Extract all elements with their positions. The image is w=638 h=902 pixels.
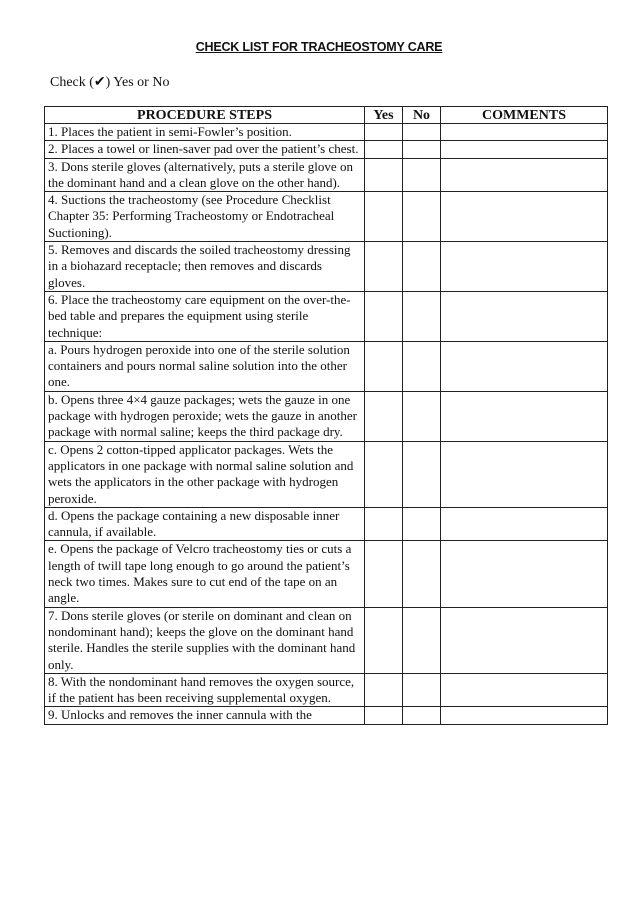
no-checkbox-cell[interactable]: [403, 291, 441, 341]
step-text: 9. Unlocks and removes the inner cannula with the: [45, 707, 365, 724]
comments-cell[interactable]: [441, 242, 608, 292]
yes-checkbox-cell[interactable]: [365, 141, 403, 158]
table-row: [45, 707, 608, 724]
step-text: 2. Places a towel or linen-saver pad over the patient’s chest.: [45, 141, 365, 158]
comments-cell[interactable]: [441, 141, 608, 158]
step-text: 3. Dons sterile gloves (alternatively, puts a sterile glove on the dominant hand and a clean glove on the other hand).: [45, 158, 365, 192]
header-procedure-steps: PROCEDURE STEPS: [45, 107, 365, 124]
header-no: No: [403, 107, 441, 124]
yes-checkbox-cell[interactable]: [365, 607, 403, 673]
no-checkbox-cell[interactable]: [403, 507, 441, 541]
comments-cell[interactable]: [441, 391, 608, 441]
yes-checkbox-cell[interactable]: [365, 441, 403, 507]
yes-checkbox-cell[interactable]: [365, 391, 403, 441]
check-instruction: Check (✔) Yes or No: [50, 75, 170, 90]
yes-checkbox-cell[interactable]: [365, 192, 403, 242]
substep-text: c. Opens 2 cotton-tipped applicator packages. Wets the applicators in one package with normal saline solution and wets the applicators in the other package with hydrogen peroxide.: [45, 441, 365, 507]
table-row: [45, 291, 608, 341]
no-checkbox-cell[interactable]: [403, 192, 441, 242]
no-checkbox-cell[interactable]: [403, 141, 441, 158]
comments-cell[interactable]: [441, 192, 608, 242]
comments-cell[interactable]: [441, 607, 608, 673]
procedure-checklist-table: [44, 106, 608, 725]
step-text: 7. Dons sterile gloves (or sterile on dominant and clean on nondominant hand); keeps the glove on the dominant hand sterile. Handles the sterile supplies with the dominant hand only.: [45, 607, 365, 673]
step-text: 4. Suctions the tracheostomy (see Procedure Checklist Chapter 35: Performing Tracheostomy or Endotracheal Suctioning).: [45, 192, 365, 242]
no-checkbox-cell[interactable]: [403, 673, 441, 707]
comments-cell[interactable]: [441, 124, 608, 141]
no-checkbox-cell[interactable]: [403, 242, 441, 292]
table-header-row: [45, 107, 608, 124]
yes-checkbox-cell[interactable]: [365, 507, 403, 541]
yes-checkbox-cell[interactable]: [365, 673, 403, 707]
table-row: [45, 441, 608, 507]
table-row: [45, 242, 608, 292]
no-checkbox-cell[interactable]: [403, 391, 441, 441]
substep-text: d. Opens the package containing a new disposable inner cannula, if available.: [45, 507, 365, 541]
table-row: [45, 541, 608, 607]
no-checkbox-cell[interactable]: [403, 341, 441, 391]
comments-cell[interactable]: [441, 541, 608, 607]
comments-cell[interactable]: [441, 158, 608, 192]
step-text: 5. Removes and discards the soiled tracheostomy dressing in a biohazard receptacle; then removes and discards gloves.: [45, 242, 365, 292]
table-row: [45, 341, 608, 391]
step-text: 1. Places the patient in semi-Fowler’s position.: [45, 124, 365, 141]
no-checkbox-cell[interactable]: [403, 607, 441, 673]
yes-checkbox-cell[interactable]: [365, 158, 403, 192]
comments-cell[interactable]: [441, 707, 608, 724]
comments-cell[interactable]: [441, 507, 608, 541]
table-row: [45, 192, 608, 242]
no-checkbox-cell[interactable]: [403, 707, 441, 724]
yes-checkbox-cell[interactable]: [365, 242, 403, 292]
table-row: [45, 673, 608, 707]
no-checkbox-cell[interactable]: [403, 158, 441, 192]
header-yes: Yes: [365, 107, 403, 124]
no-checkbox-cell[interactable]: [403, 441, 441, 507]
yes-checkbox-cell[interactable]: [365, 291, 403, 341]
comments-cell[interactable]: [441, 673, 608, 707]
yes-checkbox-cell[interactable]: [365, 707, 403, 724]
table-row: [45, 607, 608, 673]
yes-checkbox-cell[interactable]: [365, 541, 403, 607]
table-row: [45, 158, 608, 192]
step-text: 8. With the nondominant hand removes the oxygen source, if the patient has been receiving supplemental oxygen.: [45, 673, 365, 707]
substep-text: a. Pours hydrogen peroxide into one of the sterile solution containers and pours normal saline solution into the other one.: [45, 341, 365, 391]
table-row: [45, 391, 608, 441]
comments-cell[interactable]: [441, 341, 608, 391]
no-checkbox-cell[interactable]: [403, 124, 441, 141]
substep-text: b. Opens three 4×4 gauze packages; wets the gauze in one package with hydrogen peroxide; wets the gauze in another package with normal saline; keeps the third package dry.: [45, 391, 365, 441]
comments-cell[interactable]: [441, 291, 608, 341]
substep-text: e. Opens the package of Velcro tracheostomy ties or cuts a length of twill tape long enough to go around the patient’s neck two times. Makes sure to cut end of the tape on an angle.: [45, 541, 365, 607]
table-row: [45, 124, 608, 141]
table-row: [45, 141, 608, 158]
comments-cell[interactable]: [441, 441, 608, 507]
header-comments: COMMENTS: [441, 107, 608, 124]
yes-checkbox-cell[interactable]: [365, 341, 403, 391]
no-checkbox-cell[interactable]: [403, 541, 441, 607]
table-row: [45, 507, 608, 541]
yes-checkbox-cell[interactable]: [365, 124, 403, 141]
step-text: 6. Place the tracheostomy care equipment on the over-the-bed table and prepares the equipment using sterile technique:: [45, 291, 365, 341]
page-title: CHECK LIST FOR TRACHEOSTOMY CARE: [195, 40, 443, 54]
